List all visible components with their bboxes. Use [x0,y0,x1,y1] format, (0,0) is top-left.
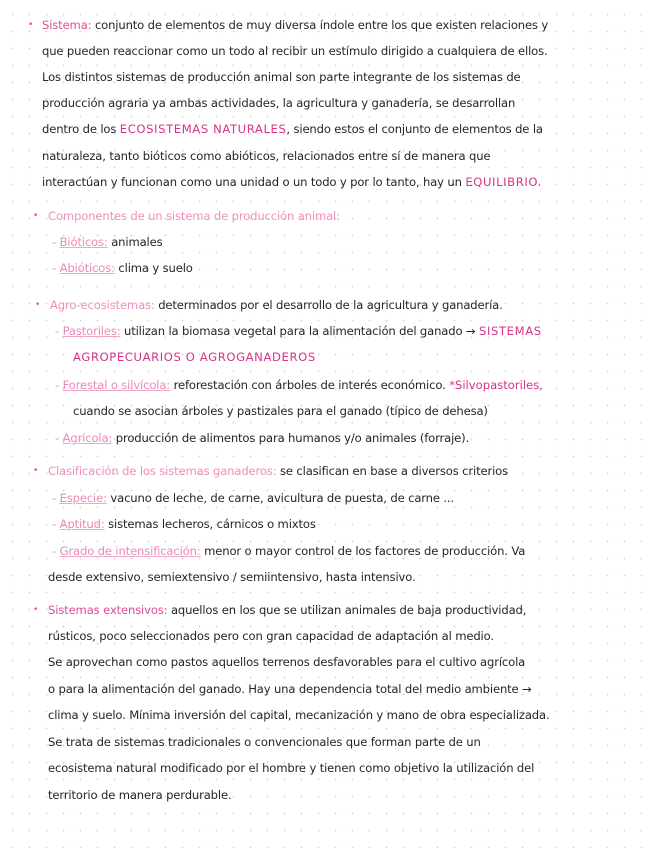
clasificacion-line: Clasificación de los sistemas ganaderos: se clasifican en base a diversos criterios [48,464,508,478]
abioticos-line: - Abióticos: clima y suelo [52,261,193,275]
especie-line: - Especie: vacuno de leche, de carne, avicultura de puesta, de carne ... [52,491,455,505]
extensivos-line-1: Sistemas extensivos: aquellos en los que se utilizan animales de baja productividad, [48,603,527,617]
ecosistemas-naturales: ECOSISTEMAS NATURALES [119,122,287,136]
clasificacion-term: Clasificación de los sistemas ganaderos: [48,464,277,478]
sistema-line-3: Los distintos sistemas de producción animal son parte integrante de los sistemas de [42,70,521,84]
pastoriles-term: Pastoriles: [62,324,121,338]
equilibrio: EQUILIBRIO. [465,175,542,189]
sistema-line-6: naturaleza, tanto bióticos como abióticos, relacionados entre sí de manera que [42,149,491,163]
sistema-line-1: Sistema: conjunto de elementos de muy diversa índole entre los que existen relaciones y [42,18,549,32]
abioticos-term: Abióticos: [59,261,115,275]
bullet-clasificacion: • [33,466,39,476]
forestal-line-2: cuando se asocian árboles y pastizales para el ganado (típico de dehesa) [73,404,488,418]
extensivos-line-6: Se trata de sistemas tradicionales o convencionales que forman parte de un [48,735,481,749]
grado-line: - Grado de intensificación: menor o mayor control de los factores de producción. Va [52,544,526,558]
forestal-line: - Forestal o silvícola: reforestación con árboles de interés económico. *Silvopastoriles, [55,378,543,392]
extensivos-line-2: rústicos, poco seleccionados pero con gran capacidad de adaptación al medio. [48,629,494,643]
grado-term: Grado de intensificación: [59,544,201,558]
agro-term: Agro-ecosistemas: [50,298,155,312]
extensivos-line-5: clima y suelo. Mínima inversión del capital, mecanización y mano de obra especializada. [48,708,550,722]
sistema-line-4: producción agraria ya ambas actividades, la agricultura y ganadería, se desarrollan [42,96,516,110]
extensivos-line-7: ecosistema natural modificado por el hombre y tienen como objetivo la utilización del [48,761,535,775]
extensivos-line-8: territorio de manera perdurable. [48,788,232,802]
bullet-extensivos: • [33,605,39,615]
aptitud-line: - Aptitud: sistemas lecheros, cárnicos o mixtos [52,517,316,531]
extensivos-line-3: Se aprovechan como pastos aquellos terrenos desfavorables para el cultivo agrícola [48,655,526,669]
componentes-heading: Componentes de un sistema de producción animal: [48,209,340,223]
bullet-agro: • [35,300,41,310]
sistema-line-7: interactúan y funcionan como una unidad o un todo y por lo tanto, hay un EQUILIBRIO. [42,175,542,189]
pastoriles-caps-line: AGROPECUARIOS O AGROGANADEROS [73,350,316,364]
sistema-line-5: dentro de los ECOSISTEMAS NATURALES, siendo estos el conjunto de elementos de la [42,122,543,136]
agro-line: Agro-ecosistemas: determinados por el desarrollo de la agricultura y ganadería. [50,298,503,312]
extensivos-term: Sistemas extensivos: [48,603,168,617]
aptitud-term: Aptitud: [59,517,105,531]
bullet-sistema: • [28,20,34,30]
bullet-componentes: • [33,211,39,221]
pastoriles-line: - Pastoriles: utilizan la biomasa vegetal para la alimentación del ganado → SISTEMAS [55,324,542,338]
especie-term: Especie: [59,491,107,505]
bioticos-term: Bióticos: [59,235,108,249]
agricola-line: - Agrícola: producción de alimentos para humanos y/o animales (forraje). [55,431,470,445]
agricola-term: Agrícola: [62,431,113,445]
bioticos-line: - Bióticos: animales [52,235,163,249]
grado-line-2: desde extensivo, semiextensivo / semiintensivo, hasta intensivo. [48,570,416,584]
sistema-line-2: que pueden reaccionar como un todo al recibir un estímulo dirigido a cualquiera de ellos. [42,44,548,58]
extensivos-line-4: o para la alimentación del ganado. Hay una dependencia total del medio ambiente → [48,682,532,696]
sistema-term: Sistema: [42,18,92,32]
forestal-term: Forestal o silvícola: [62,378,171,392]
